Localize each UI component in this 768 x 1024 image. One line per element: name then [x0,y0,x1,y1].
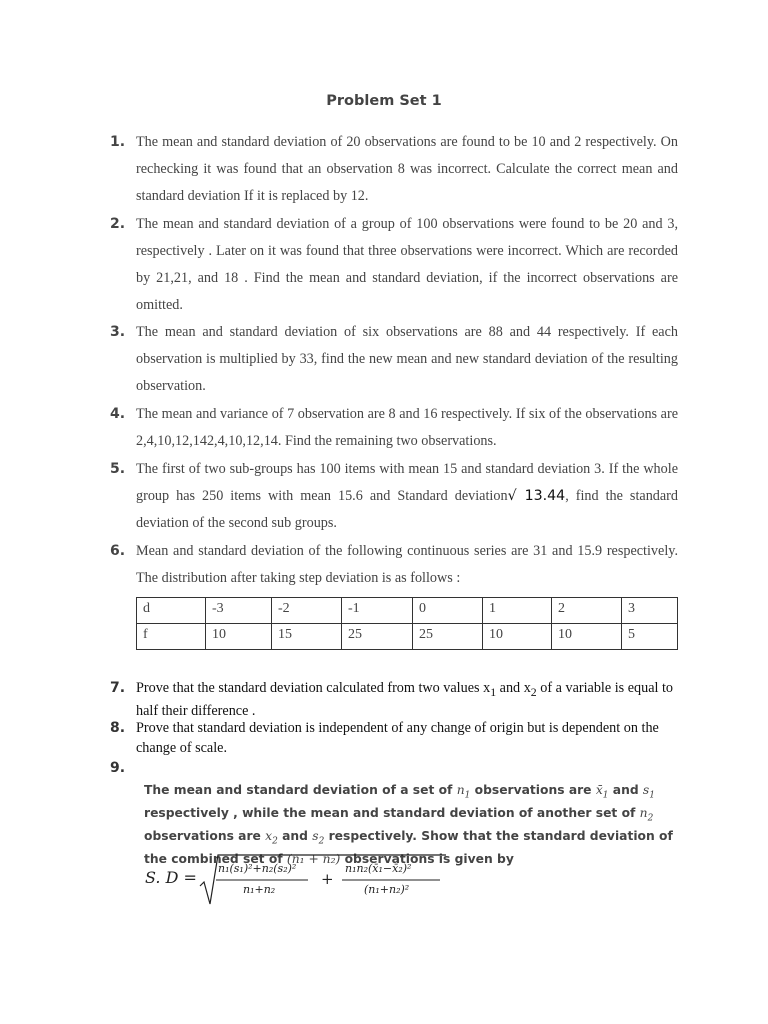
table-cell: 0 [413,598,483,624]
table-row-f [137,624,678,650]
math-s1 [642,783,655,801]
question-number: 2. [110,216,126,232]
math-var: n [456,783,465,797]
table-cell: 2 [552,598,622,624]
sd-formula [198,852,448,906]
question-text: The mean and standard deviation of 20 observations are found to be 10 and 2 respectively. On rechecking it was found that an observation 8 was incorrect. Calculate the correct mean and standard deviation If it is replaced by 12. [136,134,678,204]
question-7 [112,679,678,722]
question-text [136,679,678,722]
q9-text: observations are [470,783,596,797]
subscript: 1 [649,790,655,801]
table-cell: 5 [622,624,678,650]
subscript: 2 [530,684,537,699]
question-number: 5. [110,461,126,477]
q9-text: and [277,828,313,843]
table-row-d [137,598,678,624]
table-cell: 25 [413,624,483,650]
question-text: Prove that standard deviation is independent of any change of origin but is dependent on the change of scale. [136,720,659,756]
question-number: 1. [110,134,126,150]
question-text-part: , find the standard deviation of the second sub groups. [136,488,678,531]
math-var: x [265,828,273,843]
question-text: The mean and variance of 7 observation are 8 and 16 respectively. If six of the observations are 2,4,10,12,142,4,10,12,14. Find the remaining two observations. [136,406,678,449]
math-var: s [312,828,319,843]
question-text: The mean and standard deviation of a group of 100 observations were found to be 20 and 3, respectively . Later on it was found that three observations were incorrect. Which are recorded by 21,21, and 18 . Find the mean and standard deviation, if the incorrect observations are omitted. [136,216,678,313]
q9-text: observations are [144,828,266,843]
table-cell: 3 [622,598,678,624]
page-title: Problem Set 1 [326,93,442,109]
subscript: 1 [602,790,609,801]
question-text-part: of a variable is equal to half their difference . [136,680,674,720]
question-number: 6. [110,543,126,559]
question-8 [112,719,678,758]
question-2 [112,211,678,319]
math-n1 [456,783,471,801]
table-cell: -2 [272,598,342,624]
q9-text: The mean and standard deviation of a set of [144,783,457,797]
math-var: n [639,805,648,820]
fraction-numerator: n₁(s₁)²+n₂(s₂)² [218,862,297,875]
question-number: 8. [110,720,126,736]
question-text: The mean and standard deviation of six observations are 88 and 44 respectively. If each observation is multiplied by 33, find the new mean and new standard deviation of the resulting observation. [136,324,678,394]
math-n-sum: (n₁ + n₂) [286,851,341,866]
question-number: 7. [110,680,126,696]
table-cell: -1 [342,598,413,624]
question-text [136,456,678,537]
subscript: 2 [272,836,278,847]
table-cell: 10 [552,624,622,650]
question-number: 9. [110,760,126,776]
q9-text: and [608,783,643,797]
sqrt-value: √ 13.44 [507,488,566,504]
table-cell: 15 [272,624,342,650]
fraction-denominator: (n₁+n₂)² [364,883,410,896]
table-cell: 25 [342,624,413,650]
distribution-table [136,597,678,650]
table-cell: f [137,624,206,650]
question-number: 4. [110,406,126,422]
table-cell: 10 [206,624,272,650]
table-cell: 10 [483,624,552,650]
plus-sign: + [321,870,334,888]
formula-lhs: S. D = [145,868,197,887]
fraction-denominator: n₁+n₂ [243,883,276,896]
question-text-part: Prove that the standard deviation calculated from two values x [136,680,491,696]
subscript: 2 [647,813,654,824]
subscript: 1 [490,684,497,699]
question-3 [112,319,678,400]
subscript: 2 [318,836,325,847]
question-text: Mean and standard deviation of the following continuous series are 31 and 15.9 respectively. The distribution after taking step deviation is as follows : [136,543,678,586]
q9-text: respectively. Show that the standard deviation of the combined set of [144,828,673,866]
math-x1 [595,783,609,801]
math-s2 [312,828,325,847]
question-text-part: and x [496,680,531,696]
question-1 [112,129,678,210]
table-cell: -3 [206,598,272,624]
math-var: s [642,783,650,797]
fraction-numerator: n₁n₂(x̄₁−x̄₂)² [345,862,412,875]
question-6 [112,538,678,592]
math-x2 [265,828,278,847]
question-5 [112,456,678,537]
q9-text: respectively , while the mean and standard deviation of another set of [144,805,640,820]
question-number: 3. [110,324,126,340]
subscript: 1 [464,790,471,801]
question-text-part: The first of two sub-groups has 100 items with mean 15 and standard deviation 3. If the whole group has 250 items with mean 15.6 and Standard deviation [136,461,678,504]
math-var: x̄ [595,783,603,797]
math-n2 [639,805,654,824]
table-cell: 1 [483,598,552,624]
q9-text: observations is given by [340,851,514,866]
table-cell: d [137,598,206,624]
question-4 [112,401,678,455]
